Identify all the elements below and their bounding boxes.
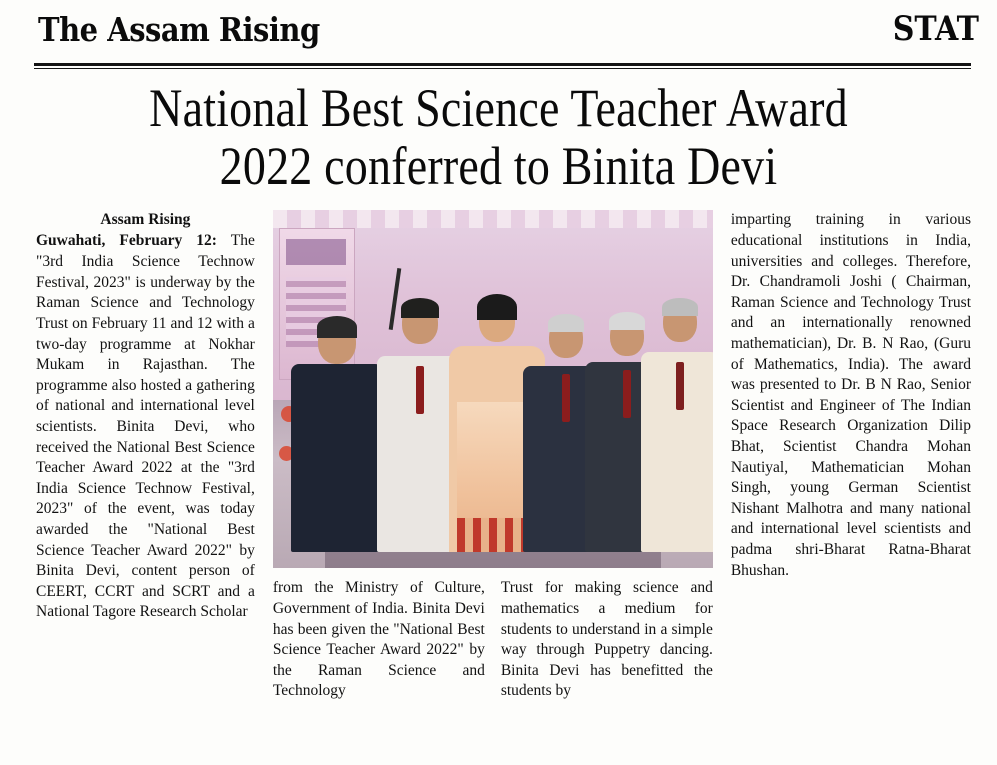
column-right-text: imparting training in various educational institutions in India, universities and colleges. Therefore, Dr. Chandramoli Joshi ( Chairman, Raman Science and Technology Trust and an internationally renowned mathematician), Dr. B. N Rao, (Guru of Mathematics, India). The award was presented to Dr. B N Rao, Senior Scientist and Engineer of The Indian Space Research Organization Dilip Bhat, Scientist Chandra Mohan Nautiyal, Mathematician Mohan Singh, young German Scientist Nishant Malhotra and many national and international level scientists and padma shri-Bharat Ratna-Bharat Bhushan. xyxy=(730,211,971,579)
person-figure xyxy=(291,302,383,552)
person-hair xyxy=(662,298,698,316)
necktie xyxy=(562,374,570,422)
person-figure xyxy=(641,290,713,552)
person-hair xyxy=(477,294,517,320)
column-left xyxy=(36,210,255,702)
column-middle-a xyxy=(273,578,485,702)
necktie xyxy=(676,362,684,410)
column-middle-b xyxy=(501,578,713,702)
photo-scene xyxy=(273,210,713,568)
person-hair xyxy=(609,312,645,330)
column-middle-b-text: Trust for making science and mathematics a medium for students to understand in a simple way through Puppetry dancing. Binita Devi has benefitted the students by xyxy=(500,579,713,700)
dateline: Guwahati, February 12: xyxy=(36,232,217,250)
byline: Assam Rising xyxy=(100,211,191,229)
person-torso xyxy=(291,364,383,552)
column-left-text xyxy=(36,231,255,623)
person-hair xyxy=(548,314,584,332)
headline xyxy=(0,69,997,196)
article-body xyxy=(0,194,997,702)
column-middle xyxy=(273,210,713,702)
necktie xyxy=(623,370,631,418)
person-torso xyxy=(641,352,713,552)
rule-thick xyxy=(34,63,971,66)
column-middle-a-text: from the Ministry of Culture, Government of India. Binita Devi has been given the "National Best Science Teacher Award 2022" by the Raman Science and Technology xyxy=(272,579,485,700)
column-middle-text xyxy=(273,578,713,702)
necktie xyxy=(416,366,424,414)
column-right xyxy=(731,210,971,702)
article-photo xyxy=(273,210,713,568)
person-hair xyxy=(401,298,439,318)
column-left-body: The "3rd India Science Technow Festival, 2023" is underway by the Raman Science and Technology Trust on February 11 and 12 with a two-day programme at Nokhar Mukam in Rajasthan. The programme also hosted a gathering of national and international level scientists. Binita Devi, who received the National Best Science Teacher Award 2022 at the "3rd India Science Technow Festival, 2023" of the event, was today awarded the "National Best Science Teacher Award 2022" by Binita Devi, content person of CEERT, CCRT and SCRT and a National Tagore Research Scholar xyxy=(36,232,255,621)
headline-line-1: National Best Science Teacher Award xyxy=(149,77,848,138)
masthead xyxy=(0,0,997,53)
masthead-section-label: STAT xyxy=(892,9,979,49)
masthead-title: The Assam Rising xyxy=(38,10,320,49)
headline-line-2: 2022 conferred to Binita Devi xyxy=(219,135,778,196)
person-hair xyxy=(317,316,357,338)
